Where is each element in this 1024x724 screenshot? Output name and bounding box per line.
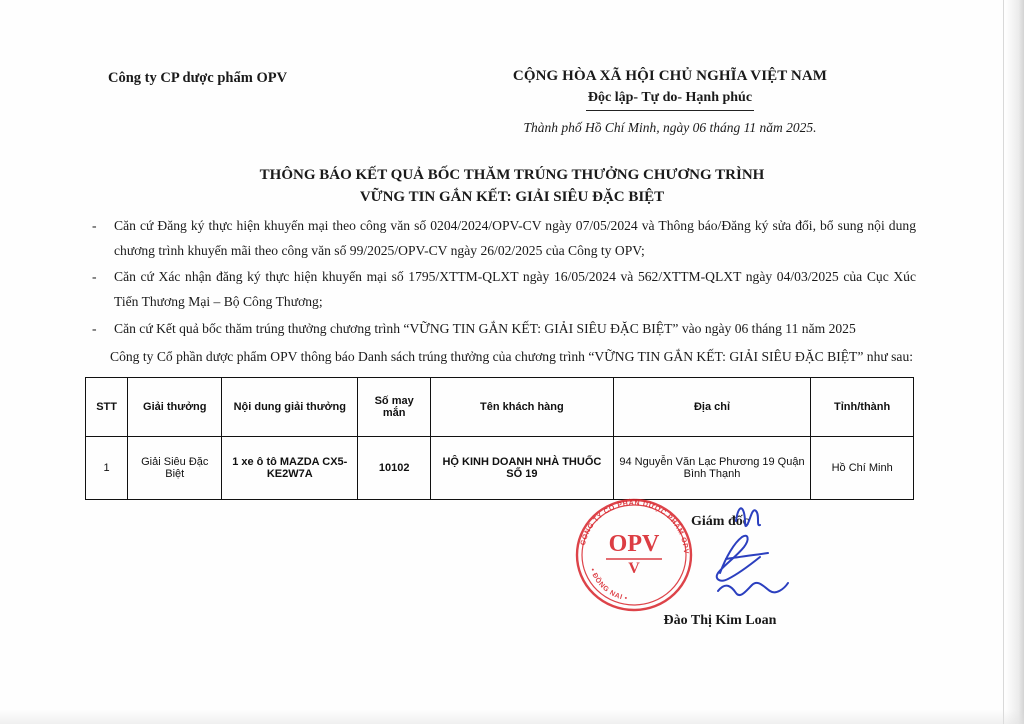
column-header-prize-content: Nội dung giải thưởng — [222, 378, 358, 437]
body-paragraphs — [88, 214, 916, 369]
list-item — [88, 265, 916, 314]
intro-paragraph: Công ty Cổ phần dược phẩm OPV thông báo Danh sách trúng thưởng của chương trình “VỮNG TIN GẮN KẾT: GIẢI SIÊU ĐẶC BIỆT” như sau: — [110, 348, 914, 364]
signature-title-block — [560, 512, 880, 530]
national-heading-block — [420, 68, 920, 111]
svg-text:CÔNG TY CỔ PHẦN DƯỢC PHẨM OPV: CÔNG TY CỔ PHẦN DƯỢC PHẨM OPV — [579, 499, 690, 555]
company-header: Công ty CP dược phẩm OPV — [108, 70, 288, 86]
cell-prize: Giải Siêu Đặc Biệt — [128, 437, 222, 500]
svg-text:• ĐỒNG NAI •: • ĐỒNG NAI • — [588, 567, 629, 603]
cell-province: Hồ Chí Minh — [811, 437, 914, 500]
page-title-line-1: THÔNG BÁO KẾT QUẢ BỐC THĂM TRÚNG THƯỞNG CHƯƠNG TRÌNH — [259, 167, 765, 183]
list-item — [88, 214, 916, 263]
bullet-marker: - — [92, 320, 97, 336]
column-header-stt: STT — [86, 378, 128, 437]
cell-address: 94 Nguyễn Văn Lạc Phương 19 Quận Bình Thạnh — [613, 437, 811, 500]
table-header — [86, 378, 914, 437]
page-fold-line — [1003, 0, 1004, 724]
bullet-marker: - — [92, 218, 97, 233]
column-header-lucky-number: Số may mắn — [358, 378, 431, 437]
motto-underline — [586, 110, 754, 111]
signature-name: Đào Thị Kim Loan — [663, 613, 777, 628]
national-title: CỘNG HÒA XÃ HỘI CHỦ NGHĨA VIỆT NAM — [512, 68, 828, 84]
award-table-wrapper — [85, 377, 914, 500]
svg-text:V: V — [628, 560, 640, 577]
table-header-row — [86, 378, 914, 437]
place-and-date: Thành phố Hồ Chí Minh, ngày 06 tháng 11 năm 2025. — [523, 120, 817, 135]
column-header-prize: Giải thưởng — [128, 378, 222, 437]
cell-stt: 1 — [86, 437, 128, 500]
signature-title: Giám đốc — [691, 514, 749, 529]
award-table — [85, 377, 914, 500]
cell-lucky-number: 10102 — [358, 437, 431, 500]
bullet-text: Căn cứ Xác nhận đăng ký thực hiện khuyến mại số 1795/XTTM-QLXT ngày 16/05/2024 và 562/XTTM-QLXT ngày 04/03/2025 của Cục Xúc Tiến Thương Mại – Bộ Công Thương; — [114, 269, 916, 310]
page-title-line-2: VỮNG TIN GẮN KẾT: GIẢI SIÊU ĐẶC BIỆT — [359, 188, 665, 205]
column-header-customer: Tên khách hàng — [431, 378, 614, 437]
bullet-marker: - — [92, 269, 97, 285]
list-item — [88, 317, 916, 342]
national-motto: Độc lập- Tự do- Hạnh phúc — [587, 90, 753, 105]
page-title — [62, 165, 962, 209]
cell-prize-content: 1 xe ô tô MAZDA CX5-KE2W7A — [222, 437, 358, 500]
table-row — [86, 437, 914, 500]
table-body — [86, 437, 914, 500]
cell-customer: HỘ KINH DOANH NHÀ THUỐC SỐ 19 — [431, 437, 614, 500]
svg-text:OPV: OPV — [608, 531, 660, 557]
bullet-text: Căn cứ Đăng ký thực hiện khuyến mại theo công văn số 0204/2024/OPV-CV ngày 07/05/2024 và Thông báo/Đăng ký sửa đổi, bổ sung nội dung chương trình khuyến mãi theo công văn số 99/2025/OPV-CV ngày 26/02/2025 của Công ty OPV; — [114, 218, 916, 258]
column-header-address: Địa chỉ — [613, 378, 811, 437]
column-header-province: Tỉnh/thành — [811, 378, 914, 437]
bullet-text: Căn cứ Kết quả bốc thăm trúng thưởng chương trình “VỮNG TIN GẮN KẾT: GIẢI SIÊU ĐẶC BIỆT” vào ngày 06 tháng 11 năm 2025 — [114, 320, 856, 336]
